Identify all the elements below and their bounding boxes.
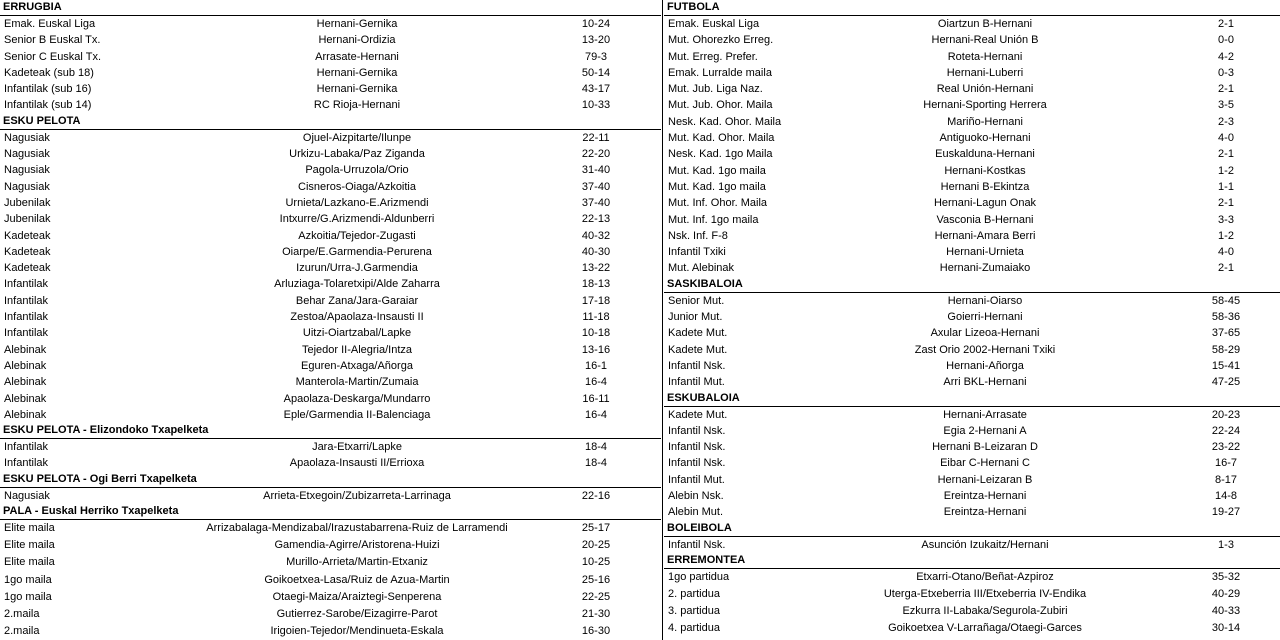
section-esku-pelota-ogi-berri-txapelketa [0,472,661,504]
score-cell: 4-2 [1218,50,1234,63]
match-cell: Ereintza-Hernani [943,490,1027,503]
match-cell: Hernani-Lagun Onak [933,197,1037,210]
match-cell: Mariño-Hernani [947,115,1023,128]
score-cell: 16-4 [584,376,608,389]
category-cell: Emak. Euskal Liga [668,18,760,30]
score-cell: 22-25 [581,590,611,603]
result-row [0,325,661,341]
result-row [0,244,661,260]
match-cell: Pagola-Urruzola/Orio [305,164,409,177]
score-cell: 40-33 [1211,604,1241,617]
result-row [664,244,1280,260]
match-cell: Asunción Izukaitz/Hernani [921,538,1049,551]
score-cell: 3-5 [1218,99,1234,112]
match-cell: RC Rioja-Hernani [313,99,401,112]
section-erremontea [664,553,1280,637]
match-cell: Murillo-Arrieta/Martin-Etxaniz [286,556,428,569]
category-cell: Kadete Mut. [668,327,728,340]
score-cell: 13-20 [581,34,611,47]
category-cell: Kadete Mut. [668,343,728,356]
match-cell: Hernani-Kostkas [944,164,1026,177]
category-cell: Mut. Inf. Ohor. Maila [668,197,768,210]
score-cell: 19-27 [1211,506,1241,519]
result-row [0,162,661,178]
score-cell: 2-1 [1218,148,1234,161]
result-row [664,146,1280,162]
match-cell: Manterola-Martin/Zumaia [295,376,419,389]
score-cell: 79-3 [584,50,608,63]
column-divider [662,0,663,640]
result-row [0,65,661,81]
score-cell: 43-17 [581,83,611,96]
match-cell: Urkizu-Labaka/Paz Ziganda [289,148,425,161]
match-cell: Arri BKL-Hernani [943,376,1027,389]
match-cell: Hernani B-Leizaran D [932,441,1038,454]
match-cell: Arrizabalaga-Mendizabal/Irazustabarrena-Ruiz de Larramendi [206,522,508,535]
category-cell: Infantilak [4,294,49,307]
category-cell: Nagusiak [4,180,50,193]
section-esku-pelota [0,114,661,423]
result-row [0,488,661,504]
section-esku-pelota-elizondoko-txapelketa [0,423,661,472]
result-row [664,309,1280,325]
category-cell: Infantilak [4,311,49,324]
section-title: ERRUGBIA [0,0,661,16]
result-row [0,537,661,554]
category-cell: Elite maila [4,522,55,535]
result-row [0,195,661,211]
result-row [0,520,661,537]
category-cell: Infantil Txiki [668,246,726,259]
category-cell: Nsk. Inf. F-8 [668,229,728,242]
category-cell: Infantilak (sub 14) [4,99,92,112]
score-cell: 2-1 [1218,197,1234,210]
category-cell: Kadeteak [4,245,51,258]
result-row [0,623,661,640]
score-cell: 15-41 [1211,359,1241,372]
score-cell: 16-7 [1214,457,1238,470]
result-row [664,179,1280,195]
result-row [0,358,661,374]
match-cell: Apaolaza-Insausti II/Errioxa [289,457,425,470]
result-row [664,439,1280,455]
match-cell: Irigoien-Tejedor/Mendinueta-Eskala [270,625,444,638]
category-cell: Emak. Euskal Liga [4,18,96,30]
match-cell: Goikoetxea V-Larrañaga/Otaegi-Garces [888,621,1082,634]
result-row [664,130,1280,146]
match-cell: Arrasate-Hernani [315,50,399,63]
category-cell: Infantil Nsk. [668,359,726,372]
result-row [664,472,1280,488]
category-cell: Senior B Euskal Tx. [4,34,101,47]
category-cell: Mut. Inf. 1go maila [668,213,759,226]
score-cell: 18-13 [581,278,611,291]
match-cell: Hernani-Leizaran B [937,473,1033,486]
result-row [664,325,1280,341]
category-cell: 4. partidua [668,621,720,634]
match-cell: Urnieta/Lazkano-E.Arizmendi [285,196,429,209]
result-row [664,342,1280,358]
score-cell: 22-20 [581,148,611,161]
result-row [664,603,1280,620]
score-cell: 22-13 [581,213,611,226]
category-cell: Mut. Ohorezko Erreg. [668,34,774,47]
right-results-column [664,0,1280,637]
category-cell: Jubenilak [4,196,51,209]
category-cell: Alebin Mut. [668,506,724,519]
category-cell: Senior C Euskal Tx. [4,50,102,63]
score-cell: 1-2 [1218,229,1234,242]
result-row [664,32,1280,48]
result-row [0,16,661,32]
match-cell: Axular Lizeoa-Hernani [930,327,1040,340]
category-cell: Kadeteak (sub 18) [4,66,94,79]
score-cell: 2-3 [1218,115,1234,128]
section-title: BOLEIBOLA [664,521,1280,537]
match-cell: Uterga-Etxeberria III/Etxeberria IV-Endika [883,587,1087,600]
score-cell: 40-30 [581,245,611,258]
score-cell: 21-30 [581,607,611,620]
score-cell: 1-3 [1218,538,1234,551]
match-cell: Eguren-Atxaga/Añorga [301,359,413,372]
result-row [0,309,661,325]
result-row [664,620,1280,637]
section-errugbia [0,0,661,114]
category-cell: Mut. Kad. Ohor. Maila [668,132,775,145]
result-row [664,504,1280,520]
score-cell: 18-4 [584,441,608,454]
category-cell: Kadeteak [4,229,51,242]
result-row [664,455,1280,471]
match-cell: Real Unión-Hernani [936,83,1034,96]
result-row [664,97,1280,113]
result-row [0,391,661,407]
match-cell: Eibar C-Hernani C [940,457,1030,470]
match-cell: Ojuel-Aizpitarte/Ilunpe [302,131,412,144]
category-cell: Nagusiak [4,164,50,177]
match-cell: Izurun/Urra-J.Garmendia [296,262,418,275]
match-cell: Hernani-Real Unión B [931,34,1039,47]
match-cell: Intxurre/G.Arizmendi-Aldunberri [279,213,435,226]
category-cell: Elite maila [4,556,55,569]
result-row [664,114,1280,130]
result-row [0,455,661,471]
match-cell: Antiguoko-Hernani [939,132,1031,145]
result-row [0,97,661,113]
match-cell: Oiarpe/E.Garmendia-Perurena [282,245,432,258]
section-title: ERREMONTEA [664,553,1280,569]
score-cell: 50-14 [581,66,611,79]
score-cell: 14-8 [1214,490,1238,503]
category-cell: Alebin Nsk. [668,490,724,503]
result-row [0,407,661,423]
score-cell: 37-65 [1211,327,1241,340]
result-row [664,569,1280,586]
section-boleibola [664,521,1280,553]
result-row [664,407,1280,423]
result-row [0,32,661,48]
section-saskibaloia [664,277,1280,391]
match-cell: Hernani B-Ekintza [940,180,1030,193]
category-cell: Mut. Erreg. Prefer. [668,50,758,63]
score-cell: 37-40 [581,180,611,193]
category-cell: Alebinak [4,343,47,356]
score-cell: 25-17 [581,522,611,535]
score-cell: 11-18 [582,311,610,324]
score-cell: 16-4 [584,408,608,421]
match-cell: Azkoitia/Tejedor-Zugasti [298,229,416,242]
match-cell: Ezkurra II-Labaka/Segurola-Zubiri [902,604,1068,617]
match-cell: Hernani-Zumaiako [939,262,1031,275]
score-cell: 1-1 [1218,180,1234,193]
category-cell: Senior Mut. [668,294,725,307]
match-cell: Hernani-Arrasate [943,408,1027,421]
match-cell: Hernani-Gernika [316,66,398,79]
result-row [664,16,1280,32]
result-row [0,228,661,244]
category-cell: Nesk. Kad. Ohor. Maila [668,115,782,128]
result-row [0,572,661,589]
result-row [664,374,1280,390]
category-cell: Infantil Nsk. [668,441,726,454]
match-cell: Eple/Garmendia II-Balenciaga [283,408,431,421]
section-title: ESKU PELOTA - Elizondoko Txapelketa [0,423,661,439]
match-cell: Apaolaza-Deskarga/Mundarro [283,392,431,405]
score-cell: 10-24 [581,18,611,30]
section-pala-euskal-herriko-txapelketa [0,504,661,640]
score-cell: 1-2 [1218,164,1234,177]
category-cell: 2. partidua [668,587,720,600]
score-cell: 47-25 [1211,376,1241,389]
match-cell: Zestoa/Apaolaza-Insausti II [290,311,424,324]
match-cell: Uitzi-Oiartzabal/Lapke [302,327,412,340]
category-cell: Infantil Nsk. [668,538,726,551]
category-cell: Jubenilak [4,213,51,226]
category-cell: Alebinak [4,359,47,372]
section-title: PALA - Euskal Herriko Txapelketa [0,504,661,520]
score-cell: 20-23 [1211,408,1241,421]
result-row [0,276,661,292]
category-cell: Alebinak [4,392,47,405]
category-cell: Mut. Kad. 1go maila [668,180,766,193]
result-row [664,212,1280,228]
match-cell: Egia 2-Hernani A [943,424,1027,437]
match-cell: Hernani-Luberri [946,66,1024,79]
category-cell: 1go partidua [668,570,730,583]
score-cell: 10-33 [581,99,611,112]
category-cell: Mut. Jub. Ohor. Maila [668,99,773,112]
score-cell: 2-1 [1218,83,1234,96]
score-cell: 0-0 [1218,34,1234,47]
match-cell: Tejedor II-Alegria/Intza [301,343,413,356]
result-row [664,293,1280,309]
match-cell: Hernani-Oiarso [947,294,1023,307]
score-cell: 4-0 [1218,132,1234,145]
result-row [0,342,661,358]
score-cell: 13-16 [581,343,611,356]
category-cell: 1go maila [4,590,52,603]
result-row [664,228,1280,244]
category-cell: Alebinak [4,408,47,421]
score-cell: 13-22 [581,262,611,275]
score-cell: 22-24 [1211,424,1241,437]
score-cell: 23-22 [1211,441,1241,454]
score-cell: 25-16 [581,573,611,586]
match-cell: Hernani-Amara Berri [934,229,1036,242]
result-row [0,211,661,227]
result-row [664,488,1280,504]
section-eskubaloia [664,391,1280,521]
match-cell: Ereintza-Hernani [943,506,1027,519]
match-cell: Cisneros-Oiaga/Azkoitia [298,180,416,193]
category-cell: Alebinak [4,376,47,389]
result-row [0,374,661,390]
score-cell: 16-1 [584,359,608,372]
match-cell: Etxarri-Otano/Beñat-Azpiroz [916,570,1054,583]
result-row [0,49,661,65]
category-cell: Nagusiak [4,131,50,144]
score-cell: 40-29 [1211,587,1241,600]
category-cell: Mut. Jub. Liga Naz. [668,83,763,96]
category-cell: Kadete Mut. [668,408,728,421]
score-cell: 58-29 [1211,343,1241,356]
score-cell: 40-32 [581,229,611,242]
category-cell: 3. partidua [668,604,720,617]
result-row [0,81,661,97]
score-cell: 0-3 [1218,66,1234,79]
result-row [0,260,661,276]
score-cell: 30-14 [1211,621,1241,634]
match-cell: Roteta-Hernani [947,50,1023,63]
match-cell: Hernani-Gernika [316,18,398,30]
result-row [0,554,661,571]
match-cell: Zast Orio 2002-Hernani Txiki [914,343,1056,356]
score-cell: 4-0 [1218,246,1234,259]
score-cell: 31-40 [581,164,611,177]
result-row [664,586,1280,603]
section-futbola [664,0,1280,277]
section-title: ESKUBALOIA [664,391,1280,407]
result-row [664,195,1280,211]
result-row [664,65,1280,81]
match-cell: Behar Zana/Jara-Garaiar [295,294,419,307]
match-cell: Euskalduna-Hernani [935,148,1035,161]
category-cell: Nagusiak [4,489,50,502]
score-cell: 22-11 [582,131,610,144]
score-cell: 16-30 [581,625,611,638]
category-cell: 1go maila [4,573,52,586]
result-row [0,130,661,146]
score-cell: 2-1 [1218,262,1234,275]
category-cell: Emak. Lurralde maila [668,66,772,79]
category-cell: 2.maila [4,625,40,638]
match-cell: Hernani-Ordizia [318,34,396,47]
match-cell: Hernani-Gernika [316,83,398,96]
result-row [664,358,1280,374]
section-title: ESKU PELOTA [0,114,661,130]
score-cell: 37-40 [581,196,611,209]
match-cell: Goierri-Hernani [947,311,1023,324]
match-cell: Goikoetxea-Lasa/Ruiz de Azua-Martin [264,573,450,586]
match-cell: Hernani-Añorga [946,359,1024,372]
match-cell: Oiartzun B-Hernani [937,18,1033,30]
match-cell: Hernani-Sporting Herrera [923,99,1047,112]
match-cell: Vasconia B-Hernani [936,213,1034,226]
match-cell: Arluziaga-Tolaretxipi/Alde Zaharra [274,278,440,291]
category-cell: Infantil Nsk. [668,457,726,470]
score-cell: 18-4 [584,457,608,470]
result-row [0,589,661,606]
score-cell: 2-1 [1218,18,1234,30]
result-row [664,49,1280,65]
match-cell: Otaegi-Maiza/Araiztegi-Senperena [272,590,442,603]
match-cell: Gutierrez-Sarobe/Eizagirre-Parot [276,607,438,620]
score-cell: 58-45 [1211,294,1241,307]
match-cell: Arrieta-Etxegoin/Zubizarreta-Larrinaga [263,489,451,502]
category-cell: Nesk. Kad. 1go Maila [668,148,773,161]
result-row [664,163,1280,179]
category-cell: Junior Mut. [668,311,723,324]
score-cell: 22-16 [581,489,611,502]
category-cell: Infantilak [4,327,49,340]
score-cell: 3-3 [1218,213,1234,226]
category-cell: 2.maila [4,607,40,620]
category-cell: Infantilak (sub 16) [4,83,92,96]
result-row [664,81,1280,97]
score-cell: 58-36 [1211,311,1241,324]
score-cell: 35-32 [1211,570,1241,583]
score-cell: 20-25 [581,539,611,552]
score-cell: 17-18 [581,294,611,307]
match-cell: Gamendia-Agirre/Aristorena-Huizi [274,539,440,552]
result-row [0,439,661,455]
category-cell: Elite maila [4,539,55,552]
category-cell: Infantil Mut. [668,473,725,486]
score-cell: 8-17 [1214,473,1238,486]
category-cell: Infantilak [4,441,49,454]
category-cell: Mut. Alebinak [668,262,735,275]
result-row [0,179,661,195]
section-title: SASKIBALOIA [664,277,1280,293]
section-title: ESKU PELOTA - Ogi Berri Txapelketa [0,472,661,488]
category-cell: Nagusiak [4,148,50,161]
result-row [664,260,1280,276]
result-row [664,537,1280,553]
category-cell: Infantilak [4,457,49,470]
match-cell: Jara-Etxarri/Lapke [312,441,402,454]
category-cell: Infantil Mut. [668,376,725,389]
result-row [664,423,1280,439]
match-cell: Hernani-Urnieta [946,246,1024,259]
category-cell: Infantil Nsk. [668,424,726,437]
result-row [0,146,661,162]
category-cell: Infantilak [4,278,49,291]
category-cell: Mut. Kad. 1go maila [668,164,766,177]
result-row [0,293,661,309]
category-cell: Kadeteak [4,262,51,275]
result-row [0,606,661,623]
score-cell: 16-11 [582,392,610,405]
score-cell: 10-25 [581,556,611,569]
score-cell: 10-18 [581,327,611,340]
section-title: FUTBOLA [664,0,1280,16]
